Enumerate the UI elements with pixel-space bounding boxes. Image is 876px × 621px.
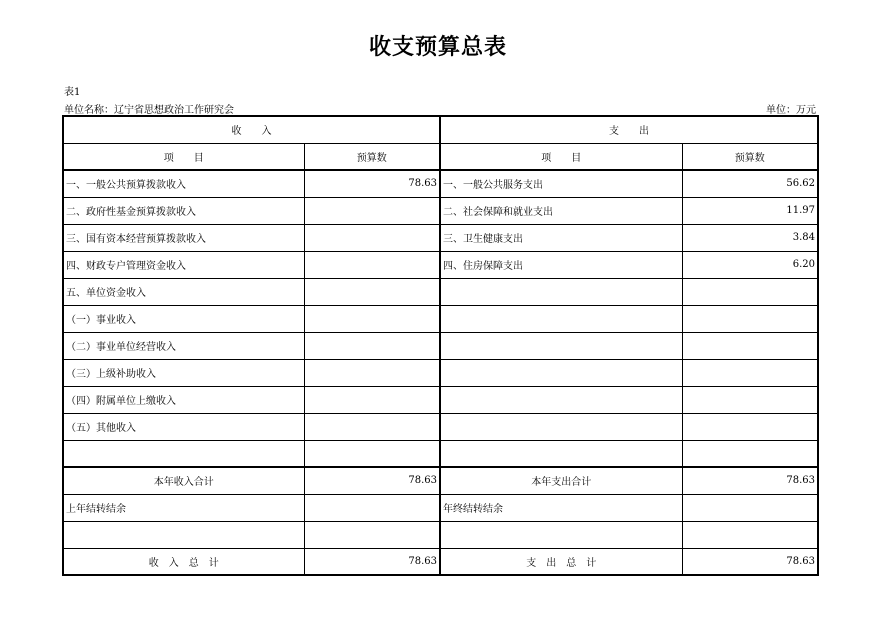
page-title: 收支预算总表 xyxy=(368,35,507,60)
expense-item: 三、卫生健康支出 xyxy=(440,224,682,251)
budget-summary-table xyxy=(62,115,819,576)
income-item: 一、一般公共预算拨款收入 xyxy=(63,170,304,197)
income-value xyxy=(304,413,440,440)
expense-grand-total-value: 78.63 xyxy=(682,548,818,575)
carry-over-row xyxy=(63,494,818,521)
table-row xyxy=(63,359,818,386)
income-item-header: 项 目 xyxy=(63,143,304,170)
expense-carry-label: 年终结转结余 xyxy=(440,494,682,521)
blank-cell xyxy=(682,521,818,548)
income-item: （四）附属单位上缴收入 xyxy=(63,386,304,413)
income-value xyxy=(304,332,440,359)
income-year-total-value: 78.63 xyxy=(304,467,440,494)
expense-value xyxy=(682,278,818,305)
table-row xyxy=(63,170,818,197)
expense-value xyxy=(682,413,818,440)
income-value xyxy=(304,278,440,305)
table-row xyxy=(63,332,818,359)
blank-cell xyxy=(63,521,304,548)
income-item: （三）上级补助收入 xyxy=(63,359,304,386)
table-row xyxy=(63,278,818,305)
expense-item xyxy=(440,278,682,305)
expense-value xyxy=(682,332,818,359)
expense-value xyxy=(682,386,818,413)
expense-value: 11.97 xyxy=(682,197,818,224)
blank-row xyxy=(63,521,818,548)
income-item: （一）事业收入 xyxy=(63,305,304,332)
blank-cell xyxy=(304,521,440,548)
income-carry-value xyxy=(304,494,440,521)
income-budget-header: 预算数 xyxy=(304,143,440,170)
table-number: 表1 xyxy=(64,87,81,98)
expense-item: 四、住房保障支出 xyxy=(440,251,682,278)
expense-item xyxy=(440,359,682,386)
expense-carry-value xyxy=(682,494,818,521)
table-row xyxy=(63,251,818,278)
income-value xyxy=(304,386,440,413)
table-row xyxy=(63,440,818,467)
income-section-header: 收 入 xyxy=(63,116,440,143)
grand-total-row xyxy=(63,548,818,575)
expense-value xyxy=(682,305,818,332)
income-grand-total-value: 78.63 xyxy=(304,548,440,575)
income-value xyxy=(304,359,440,386)
expense-value: 56.62 xyxy=(682,170,818,197)
expense-item xyxy=(440,332,682,359)
income-item xyxy=(63,440,304,467)
expense-item: 二、社会保障和就业支出 xyxy=(440,197,682,224)
expense-grand-total-label: 支 出 总 计 xyxy=(440,548,682,575)
income-item: 五、单位资金收入 xyxy=(63,278,304,305)
income-item: 三、国有资本经营预算拨款收入 xyxy=(63,224,304,251)
income-value xyxy=(304,440,440,467)
header-row-sections xyxy=(63,116,818,143)
income-value xyxy=(304,197,440,224)
table-row xyxy=(63,386,818,413)
expense-item xyxy=(440,413,682,440)
expense-item xyxy=(440,440,682,467)
table-row xyxy=(63,224,818,251)
table-row xyxy=(63,413,818,440)
table-row xyxy=(63,305,818,332)
table-row xyxy=(63,197,818,224)
unit-name: 单位名称：辽宁省思想政治工作研究会 xyxy=(64,105,234,116)
expense-section-header: 支 出 xyxy=(440,116,818,143)
income-year-total-label: 本年收入合计 xyxy=(63,467,304,494)
year-total-row xyxy=(63,467,818,494)
expense-value: 3.84 xyxy=(682,224,818,251)
expense-item xyxy=(440,386,682,413)
income-value xyxy=(304,305,440,332)
income-item: 四、财政专户管理资金收入 xyxy=(63,251,304,278)
expense-value: 6.20 xyxy=(682,251,818,278)
expense-item-header: 项 目 xyxy=(440,143,682,170)
expense-value xyxy=(682,359,818,386)
income-value xyxy=(304,251,440,278)
income-value: 78.63 xyxy=(304,170,440,197)
income-value xyxy=(304,224,440,251)
expense-year-total-value: 78.63 xyxy=(682,467,818,494)
income-item: 二、政府性基金预算拨款收入 xyxy=(63,197,304,224)
expense-item: 一、一般公共服务支出 xyxy=(440,170,682,197)
blank-cell xyxy=(440,521,682,548)
expense-value xyxy=(682,440,818,467)
expense-budget-header: 预算数 xyxy=(682,143,818,170)
header-row-columns xyxy=(63,143,818,170)
income-grand-total-label: 收 入 总 计 xyxy=(63,548,304,575)
income-item: （五）其他收入 xyxy=(63,413,304,440)
expense-year-total-label: 本年支出合计 xyxy=(440,467,682,494)
unit-label: 单位：万元 xyxy=(766,105,816,116)
income-carry-label: 上年结转结余 xyxy=(63,494,304,521)
expense-item xyxy=(440,305,682,332)
income-item: （二）事业单位经营收入 xyxy=(63,332,304,359)
